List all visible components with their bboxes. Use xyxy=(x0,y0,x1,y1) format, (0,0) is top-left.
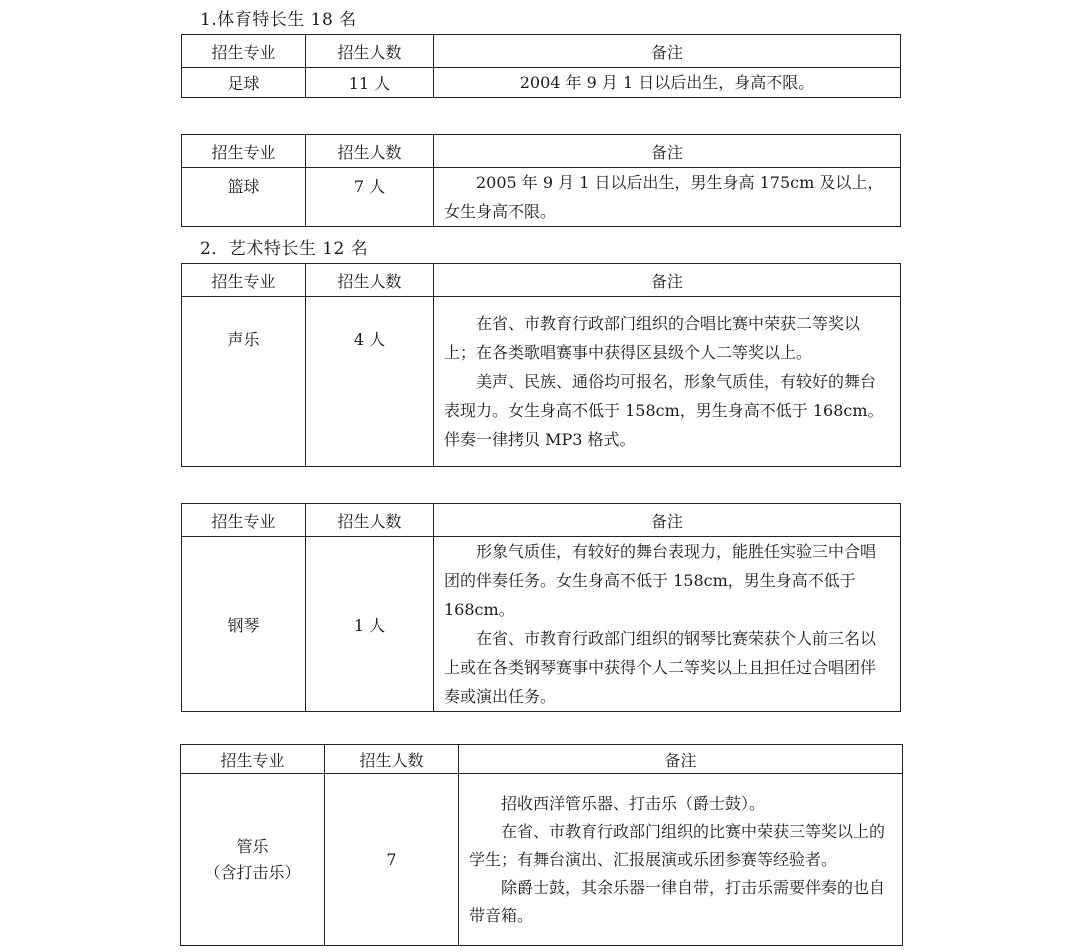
header-count: 招生人数 xyxy=(306,504,434,537)
header-count: 招生人数 xyxy=(306,35,434,68)
header-note: 备注 xyxy=(434,504,901,537)
count-cell: 7 xyxy=(325,774,459,946)
table-row xyxy=(182,68,901,98)
count-cell: 7 人 xyxy=(306,168,434,227)
note-paragraph: 在省、市教育行政部门组织的钢琴比赛荣获个人前三名以上或在各类钢琴赛事中获得个人二等奖以上且担任过合唱团伴奏或演出任务。 xyxy=(444,629,877,706)
note-paragraph: 在省、市教育行政部门组织的合唱比赛中荣获二等奖以上；在各类歌唱赛事中获得区县级个人二等奖以上。 xyxy=(444,314,861,362)
note-cell xyxy=(459,774,903,946)
note-cell: 2004 年 9 月 1 日以后出生，身高不限。 xyxy=(434,68,901,98)
table-header-row xyxy=(182,264,901,297)
note-cell xyxy=(434,537,901,712)
note-paragraph: 2005 年 9 月 1 日以后出生，男生身高 175cm 及以上，女生身高不限。 xyxy=(444,173,884,221)
major-cell xyxy=(181,774,325,946)
major-cell: 篮球 xyxy=(182,168,306,227)
header-count: 招生人数 xyxy=(325,745,459,774)
header-count: 招生人数 xyxy=(306,135,434,168)
header-major: 招生专业 xyxy=(181,745,325,774)
table-basketball xyxy=(181,134,901,227)
count-cell: 4 人 xyxy=(306,297,434,467)
note-paragraph: 在省、市教育行政部门组织的比赛中荣获三等奖以上的学生；有舞台演出、汇报展演或乐团参赛等经验者。 xyxy=(469,821,886,869)
header-major: 招生专业 xyxy=(182,504,306,537)
table-row xyxy=(181,774,903,946)
table-header-row xyxy=(181,745,903,774)
section-heading-arts: 2．艺术特长生 12 名 xyxy=(200,239,369,259)
note-paragraph: 美声、民族、通俗均可报名，形象气质佳，有较好的舞台表现力。女生身高不低于 158cm，男生身高不低于 168cm。伴奏一律拷贝 MP3 格式。 xyxy=(444,372,884,449)
note-cell xyxy=(434,297,901,467)
header-count: 招生人数 xyxy=(306,264,434,297)
header-note: 备注 xyxy=(459,745,903,774)
count-cell: 11 人 xyxy=(306,68,434,98)
table-row xyxy=(182,537,901,712)
table-winds xyxy=(180,744,903,946)
table-row xyxy=(182,168,901,227)
header-note: 备注 xyxy=(434,135,901,168)
major-cell: 足球 xyxy=(182,68,306,98)
major-cell: 钢琴 xyxy=(182,537,306,712)
major-line: （含打击乐） xyxy=(204,862,301,882)
table-header-row xyxy=(182,504,901,537)
table-row xyxy=(182,297,901,467)
note-paragraph: 招收西洋管乐器、打击乐（爵士鼓）。 xyxy=(501,793,766,813)
section-heading-sports: 1.体育特长生 18 名 xyxy=(200,10,357,30)
count-cell: 1 人 xyxy=(306,537,434,712)
table-piano xyxy=(181,503,901,712)
major-cell: 声乐 xyxy=(182,297,306,467)
note-paragraph: 形象气质佳，有较好的舞台表现力，能胜任实验三中合唱团的伴奏任务。女生身高不低于 158cm，男生身高不低于 168cm。 xyxy=(444,542,877,619)
header-major: 招生专业 xyxy=(182,35,306,68)
major-line: 管乐 xyxy=(236,836,269,856)
table-header-row xyxy=(182,135,901,168)
header-major: 招生专业 xyxy=(182,135,306,168)
header-note: 备注 xyxy=(434,35,901,68)
table-vocal xyxy=(181,263,901,467)
table-football xyxy=(181,34,901,98)
header-major: 招生专业 xyxy=(182,264,306,297)
header-note: 备注 xyxy=(434,264,901,297)
note-cell xyxy=(434,168,901,227)
note-paragraph: 除爵士鼓，其余乐器一律自带，打击乐需要伴奏的也自带音箱。 xyxy=(469,877,886,925)
table-header-row xyxy=(182,35,901,68)
